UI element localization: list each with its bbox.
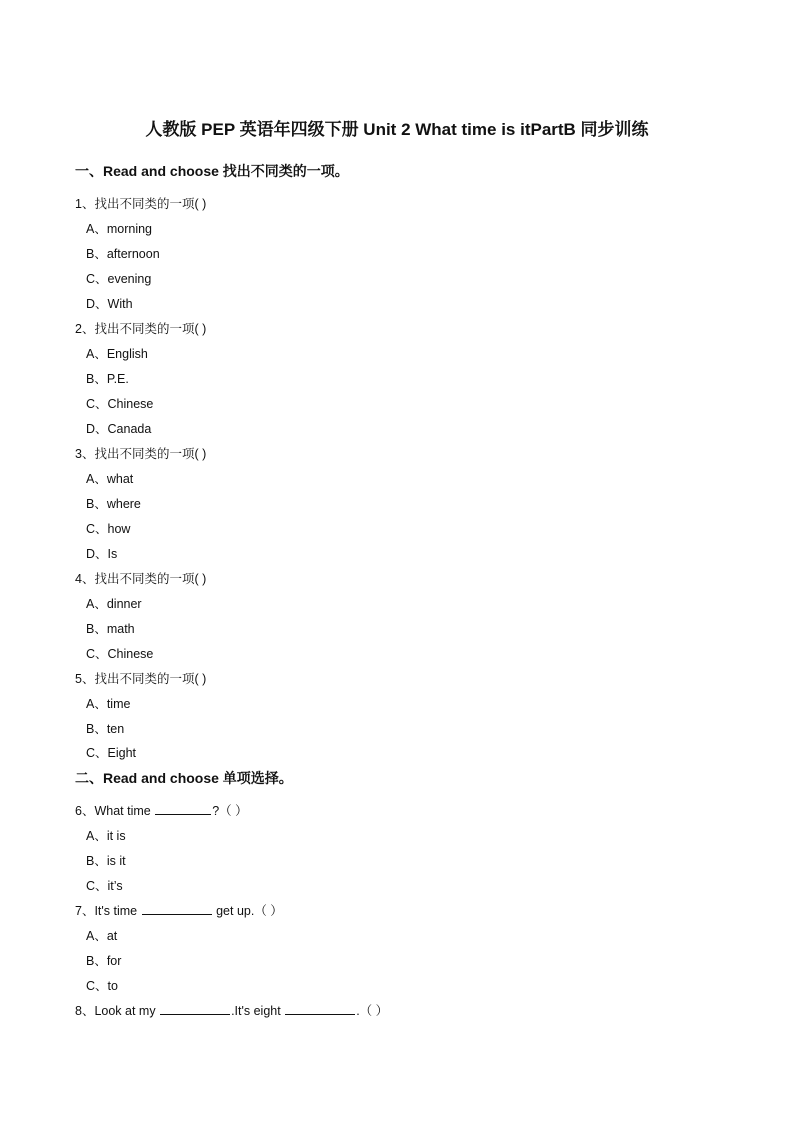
question-3-option-d: D、Is — [86, 547, 118, 561]
question-5-option-b: B、ten — [86, 722, 125, 736]
question-5-option-c: C、Eight — [86, 746, 137, 760]
answer-blank — [160, 1002, 230, 1015]
question-5: 5、找出不同类的一项( ) — [75, 672, 207, 686]
question-1-option-a: A、morning — [86, 222, 152, 236]
question-1: 1、找出不同类的一项( ) — [75, 197, 207, 211]
section-heading-1: 一、Read and choose 找出不同类的一项。 — [75, 163, 349, 179]
answer-blank — [285, 1002, 355, 1015]
page-title: 人教版 PEP 英语年四级下册 Unit 2 What time is itPartB 同步训练 — [145, 120, 649, 139]
question-2: 2、找出不同类的一项( ) — [75, 322, 207, 336]
question-6-text-end: ?（ ） — [212, 804, 248, 818]
question-8-text-start: 8、Look at my — [75, 1004, 156, 1018]
question-2-option-d: D、Canada — [86, 422, 152, 436]
question-4: 4、找出不同类的一项( ) — [75, 572, 207, 586]
question-8-text-end: .（ ） — [356, 1004, 389, 1018]
question-3-option-c: C、how — [86, 522, 131, 536]
answer-blank — [142, 902, 212, 915]
answer-blank — [155, 802, 211, 815]
section-heading-2: 二、Read and choose 单项选择。 — [75, 770, 293, 786]
question-6-option-c: C、it’s — [86, 879, 123, 893]
question-8 — [75, 1002, 388, 1020]
question-6 — [75, 802, 248, 820]
question-1-option-b: B、afternoon — [86, 247, 160, 261]
question-2-option-c: C、Chinese — [86, 397, 154, 411]
question-3-option-b: B、where — [86, 497, 141, 511]
question-6-option-b: B、is it — [86, 854, 126, 868]
question-5-option-a: A、time — [86, 697, 131, 711]
question-1-option-d: D、With — [86, 297, 133, 311]
question-7-text-start: 7、It's time — [75, 904, 138, 918]
question-1-option-c: C、evening — [86, 272, 152, 286]
question-3: 3、找出不同类的一项( ) — [75, 447, 207, 461]
question-8-text-middle: .It's eight — [231, 1004, 281, 1018]
question-7-option-a: A、at — [86, 929, 118, 943]
question-7-text-end: get up.（ ） — [216, 904, 283, 918]
question-2-option-b: B、P.E. — [86, 372, 129, 386]
question-6-option-a: A、it is — [86, 829, 126, 843]
question-4-option-a: A、dinner — [86, 597, 142, 611]
question-2-option-a: A、English — [86, 347, 148, 361]
question-7 — [75, 902, 283, 920]
question-3-option-a: A、what — [86, 472, 134, 486]
question-6-text-start: 6、What time — [75, 804, 151, 818]
question-7-option-b: B、for — [86, 954, 122, 968]
question-7-option-c: C、to — [86, 979, 118, 993]
question-4-option-b: B、math — [86, 622, 135, 636]
question-4-option-c: C、Chinese — [86, 647, 154, 661]
